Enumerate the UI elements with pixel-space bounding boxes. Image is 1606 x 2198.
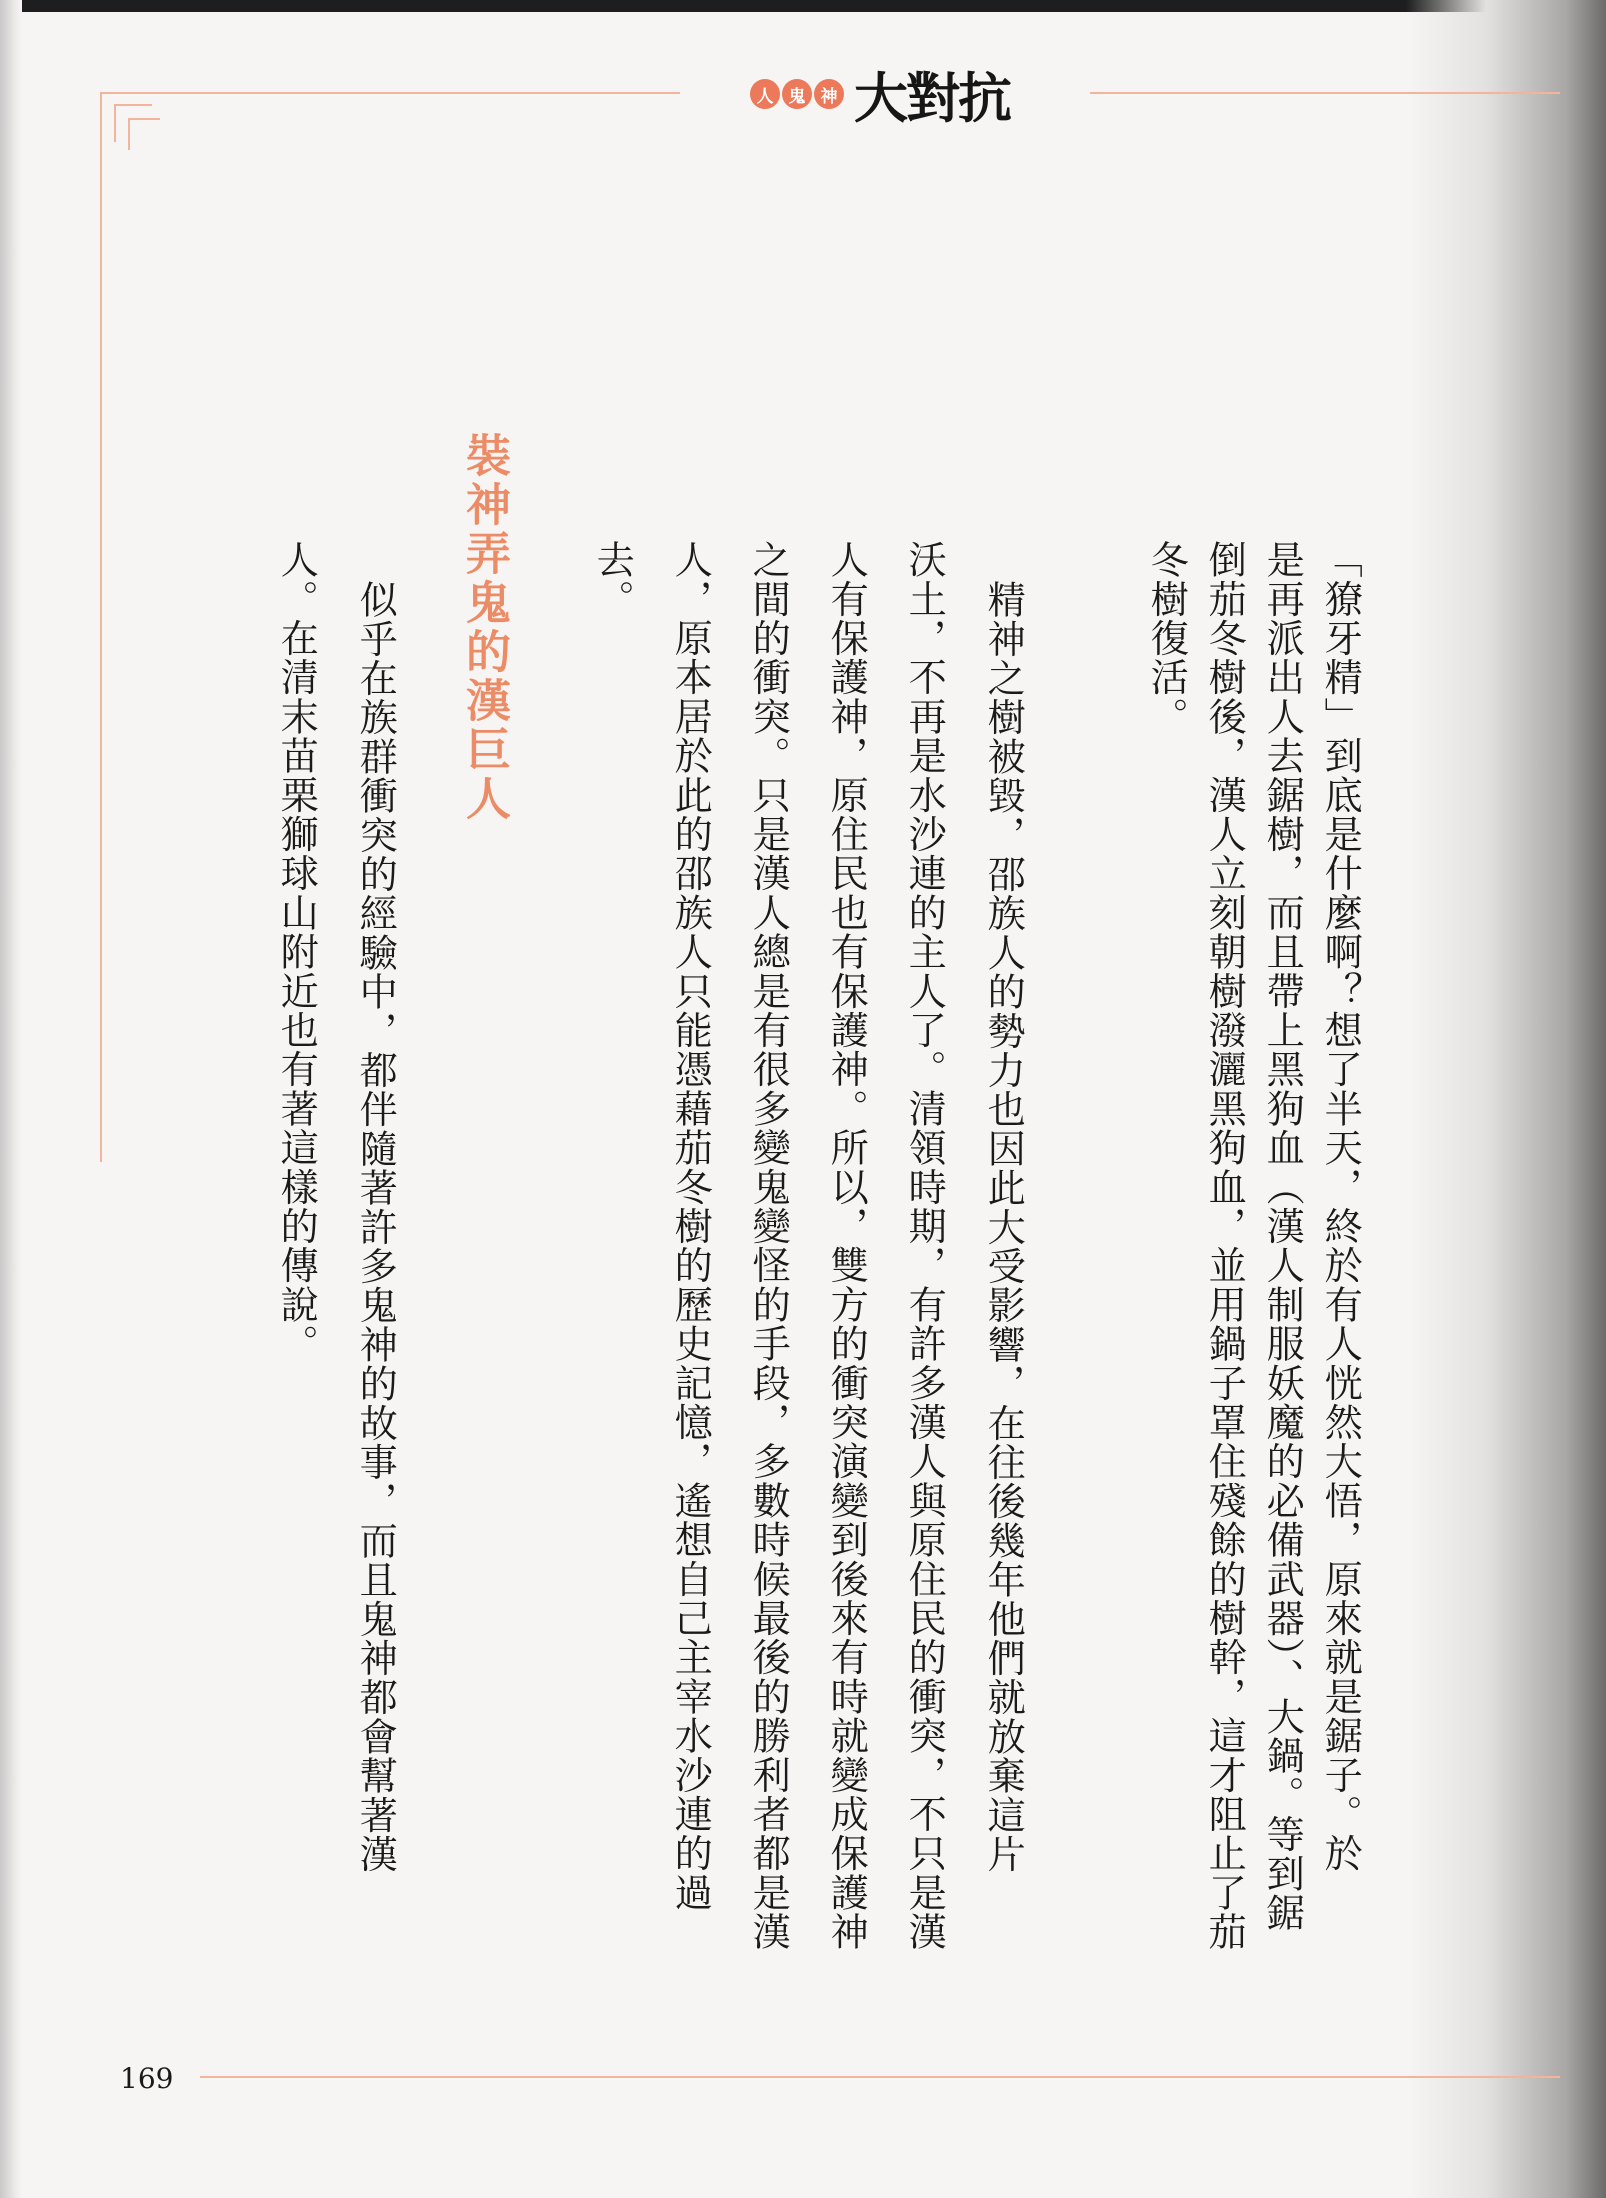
page-binding-shadow bbox=[1406, 0, 1606, 2198]
frame-corner-ornament-inner bbox=[128, 118, 160, 150]
footer-rule bbox=[200, 2076, 1560, 2078]
page-left-edge bbox=[0, 0, 22, 2198]
logo-circle-shen: 神 bbox=[814, 79, 844, 109]
text-column: 人。在清末苗栗獅球山附近也有著這樣的傳說。 bbox=[273, 540, 318, 1364]
text-column: 人，原本居於此的邵族人只能憑藉茄冬樹的歷史記憶，遙想自己主宰水沙連的過 bbox=[667, 540, 712, 1912]
text-column: 冬樹復活。 bbox=[1143, 540, 1188, 736]
frame-top-right-line bbox=[1090, 92, 1560, 94]
text-column: 是再派出人去鋸樹，而且帶上黑狗血（漢人制服妖魔的必備武器）、大鍋。等到鋸 bbox=[1259, 540, 1304, 1933]
text-column: 精神之樹被毀，邵族人的勢力也因此大受影響，在往後幾年他們就放棄這片 bbox=[980, 580, 1025, 1874]
text-column: 人有保護神，原住民也有保護神。所以，雙方的衝突演變到後來有時就變成保護神 bbox=[823, 540, 868, 1952]
page-number: 169 bbox=[120, 2062, 174, 2095]
header-logo bbox=[750, 62, 1010, 130]
logo-circle-gui: 鬼 bbox=[782, 79, 812, 109]
logo-title: 大對抗 bbox=[854, 66, 1010, 130]
text-column: 之間的衝突。只是漢人總是有很多變鬼變怪的手段，多數時候最後的勝利者都是漢 bbox=[745, 540, 790, 1952]
text-column: 「獠牙精」到底是什麼啊？想了半天，終於有人恍然大悟，原來就是鋸子。於 bbox=[1317, 540, 1362, 1873]
text-column: 倒茄冬樹後，漢人立刻朝樹潑灑黑狗血，並用鍋子罩住殘餘的樹幹，這才阻止了茄 bbox=[1201, 540, 1246, 1952]
frame-top-left-line bbox=[100, 92, 680, 94]
text-column: 似乎在族群衝突的經驗中，都伴隨著許多鬼神的故事，而且鬼神都會幫著漢 bbox=[352, 580, 397, 1874]
frame-left-line bbox=[100, 92, 102, 1162]
text-column: 沃土，不再是水沙連的主人了。清領時期，有許多漢人與原住民的衝突，不只是漢 bbox=[901, 540, 946, 1952]
text-column: 去。 bbox=[589, 540, 634, 619]
logo-circle-ren: 人 bbox=[750, 79, 780, 109]
page-top-edge bbox=[0, 0, 1606, 12]
section-heading: 裝神弄鬼的漢巨人 bbox=[458, 432, 511, 824]
